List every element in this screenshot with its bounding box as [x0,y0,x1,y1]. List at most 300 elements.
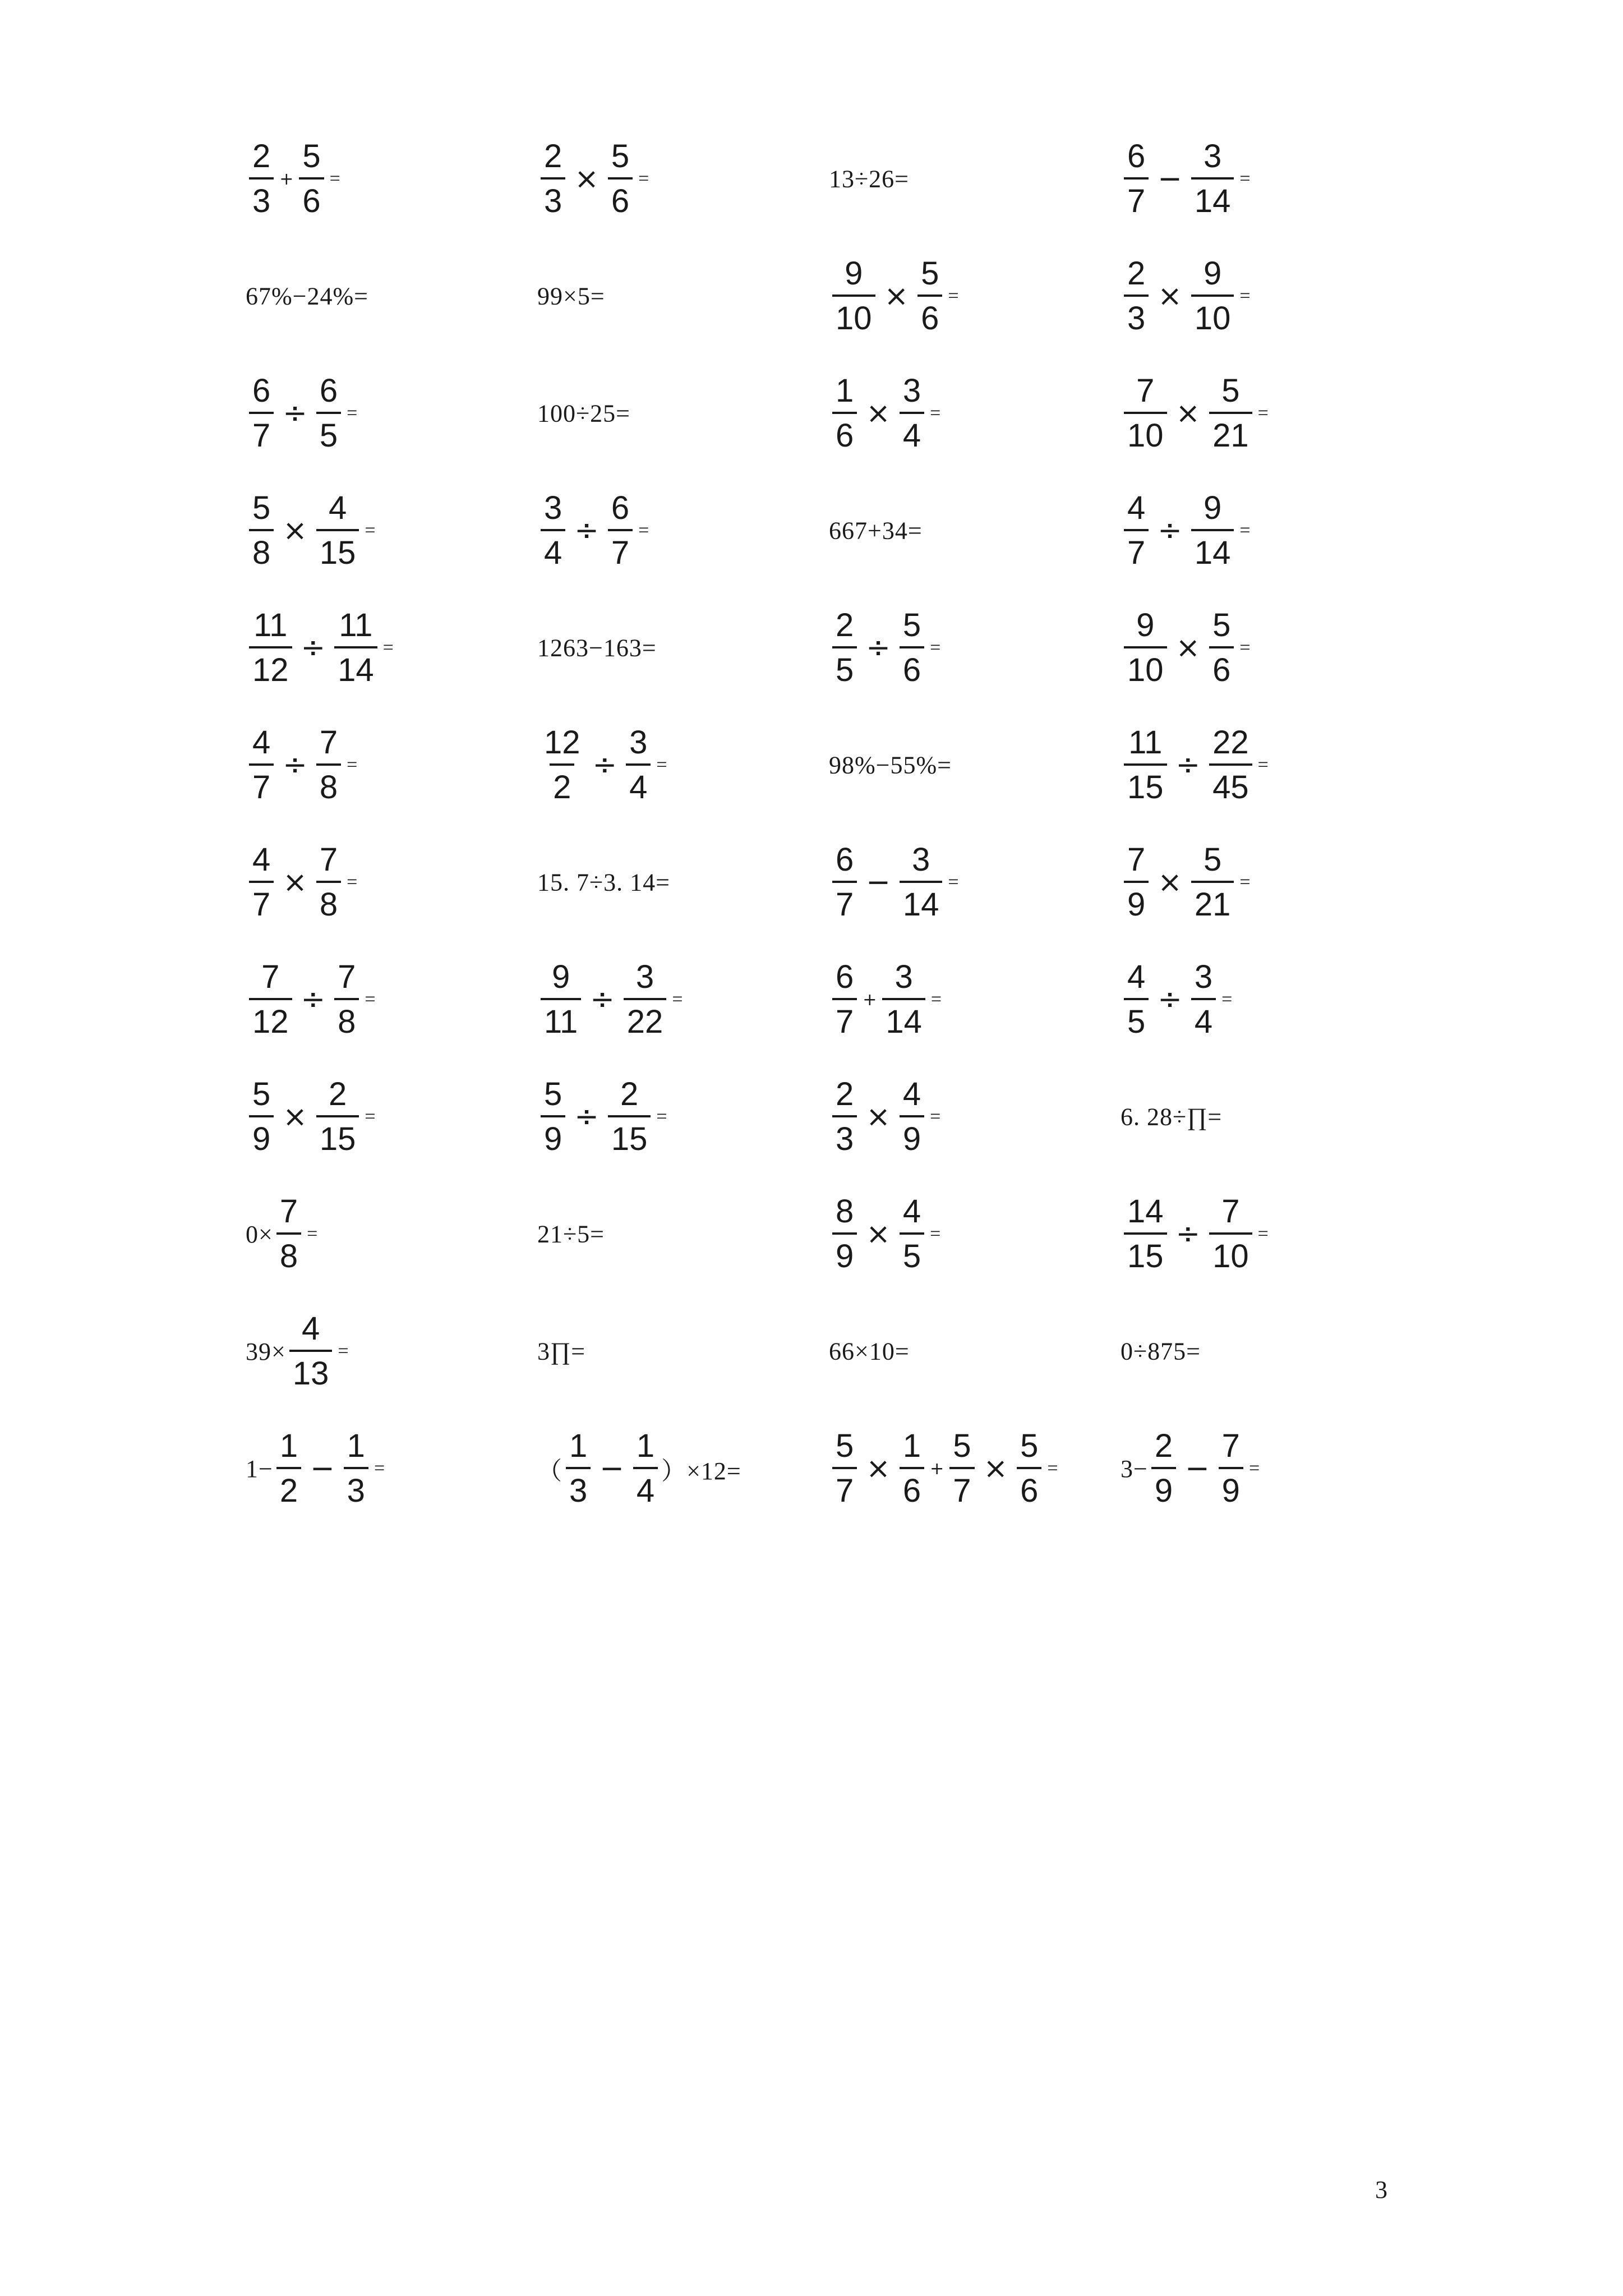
fraction-numerator: 14 [1127,1193,1164,1230]
fraction-numerator: 9 [1136,607,1155,643]
operator: ÷ [1158,983,1182,1016]
exercise-cell [1121,941,1412,1059]
fraction-denominator: 3 [344,1467,368,1507]
fraction [633,1430,658,1507]
exercise-cell [1121,355,1412,472]
operator: + [930,1458,944,1479]
fraction [626,726,651,804]
fraction-numerator: 6 [611,490,630,526]
fraction [1124,372,1167,454]
fraction-denominator: 9 [1151,1467,1176,1507]
fraction [900,1078,924,1156]
fraction-numerator: 11 [1128,724,1163,761]
fraction-numerator: 7 [319,841,338,878]
fraction-numerator: 9 [1203,490,1222,526]
fraction-numerator: 12 [544,724,580,761]
equals-sign: = [347,872,358,892]
fraction-denominator: 8 [316,763,341,804]
exercise-cell [537,1176,829,1293]
operator: ÷ [301,631,326,665]
fraction-numerator: 4 [252,724,271,761]
equals-sign: = [1239,637,1251,658]
fraction-numerator: 7 [319,724,338,761]
exercise-cell [829,472,1121,590]
fraction-numerator: 5 [611,138,630,174]
fraction-denominator: 3 [832,1115,857,1156]
exercise-expression [537,1220,605,1249]
equals-sign: = [930,989,942,1010]
fraction [249,492,274,569]
fraction-numerator: 5 [836,1428,854,1464]
exercise-expression [1121,1430,1260,1507]
fraction-denominator: 10 [1209,1232,1252,1273]
fraction [249,140,274,218]
fraction-numerator: 7 [1136,372,1155,409]
exercise-expression [1121,257,1251,335]
fraction-denominator: 45 [1209,763,1252,804]
exercise-cell [1121,1059,1412,1176]
exercise-cell [537,824,829,941]
expression-text: （ [537,1457,562,1485]
fraction-numerator: 1 [569,1428,588,1464]
fraction-denominator: 2 [550,763,574,804]
fraction-denominator: 14 [900,881,943,921]
fraction-denominator: 3 [1124,295,1149,335]
expression-text: 1263−163= [537,634,657,662]
exercise-cell [1121,1293,1412,1410]
operator: × [866,1100,891,1134]
fraction-numerator: 7 [1221,1428,1240,1464]
operator: ÷ [283,748,307,782]
exercise-cell [537,590,829,707]
exercise-cell [537,1293,829,1410]
fraction [276,1195,301,1273]
fraction [249,726,274,804]
fraction-numerator: 1 [279,1428,298,1464]
fraction-numerator: 3 [1203,138,1222,174]
operator: ÷ [574,514,599,547]
exercise-expression [246,726,357,804]
fraction-numerator: 1 [347,1428,365,1464]
fraction-denominator: 22 [624,998,667,1038]
operator: ÷ [1175,748,1201,782]
fraction-denominator: 7 [832,881,857,921]
fraction-denominator: 5 [1124,998,1149,1038]
exercise-expression [829,751,952,780]
fraction-numerator: 2 [836,607,854,643]
equals-sign: = [338,1341,349,1361]
fraction-denominator: 7 [249,763,274,804]
fraction [316,726,341,804]
equals-sign: = [656,1106,667,1127]
fraction-numerator: 5 [1212,607,1231,643]
equals-sign: = [329,168,340,189]
exercise-expression [829,841,959,923]
exercise-cell [829,1293,1121,1410]
equals-sign: = [1257,403,1269,424]
exercise-expression [829,1430,1058,1507]
expression-text: 667+34= [829,517,923,545]
fraction-numerator: 6 [836,959,854,995]
operator: × [1175,631,1201,665]
exercise-cell [1121,1410,1412,1527]
fraction-numerator: 7 [338,959,356,995]
fraction-numerator: 2 [252,138,271,174]
fraction [299,140,324,218]
fraction-denominator: 5 [316,412,341,452]
exercise-cell [829,355,1121,472]
operator: ÷ [283,397,307,430]
exercise-cell [1121,707,1412,824]
equals-sign: = [656,754,667,775]
fraction-denominator: 4 [541,529,565,569]
fraction-numerator: 3 [635,959,654,995]
fraction-denominator: 15 [316,529,359,569]
exercise-cell [1121,1176,1412,1293]
fraction [832,257,875,335]
equals-sign: = [382,637,394,658]
exercise-expression [1121,372,1269,454]
fraction [1191,257,1234,335]
fraction-numerator: 5 [953,1428,971,1464]
fraction-denominator: 10 [1124,412,1167,452]
fraction-numerator: 7 [1221,1193,1240,1230]
fraction-denominator: 21 [1191,881,1234,921]
expression-text: 21÷5= [537,1220,605,1248]
fraction [1209,726,1252,804]
equals-sign: = [1221,989,1233,1010]
fraction [1151,1430,1176,1507]
fraction [316,492,359,569]
operator: × [283,514,307,547]
exercise-cell [246,121,537,238]
exercise-expression [246,1430,385,1507]
exercise-cell [829,238,1121,355]
exercise-expression [829,1078,940,1156]
fraction [1124,609,1167,687]
exercise-expression [246,282,368,311]
equals-sign: = [374,1458,385,1479]
fraction-numerator: 5 [544,1076,562,1112]
fraction [1124,726,1167,804]
exercise-expression [246,372,358,454]
exercise-cell [246,824,537,941]
equals-sign: = [307,1223,318,1244]
fraction-numerator: 22 [1212,724,1249,761]
fraction-numerator: 7 [1127,841,1146,878]
fraction-numerator: 2 [1127,255,1146,292]
fraction-denominator: 9 [832,1232,857,1273]
fraction [1191,492,1234,569]
exercise-cell [246,238,537,355]
fraction-numerator: 3 [544,490,562,526]
fraction-denominator: 10 [1124,646,1167,687]
exercise-expression [537,1078,667,1156]
fraction [917,257,942,335]
fraction [334,961,359,1038]
exercise-expression [829,1337,910,1366]
fraction-denominator: 7 [608,529,633,569]
fraction [541,492,565,569]
fraction [249,1078,274,1156]
fraction-numerator: 3 [629,724,648,761]
fraction [624,961,667,1038]
fraction [1191,841,1234,923]
equals-sign: = [930,1106,941,1127]
exercise-expression [246,1078,376,1156]
fraction-denominator: 14 [1191,529,1234,569]
exercise-cell [246,472,537,590]
expression-text: 3− [1121,1455,1148,1483]
fraction [608,492,633,569]
operator: ÷ [574,1100,599,1134]
fraction-denominator: 6 [900,646,924,687]
equals-sign: = [948,286,959,306]
fraction-denominator: 3 [566,1467,591,1507]
fraction-denominator: 7 [249,412,274,452]
fraction-denominator: 8 [334,998,359,1038]
fraction [334,609,377,687]
fraction [1124,1195,1167,1273]
fraction-numerator: 4 [902,1193,921,1230]
expression-text: 66×10= [829,1337,910,1365]
equals-sign: = [638,168,649,189]
exercise-expression [829,257,959,335]
fraction [316,372,341,454]
fraction [900,1430,924,1507]
operator: ÷ [592,748,617,782]
exercise-cell [537,355,829,472]
fraction-numerator: 6 [1127,138,1146,174]
exercise-cell [246,1293,537,1410]
expression-text: 100÷25= [537,399,630,427]
operator: ÷ [1158,514,1182,547]
exercise-expression [246,961,376,1038]
equals-sign: = [1047,1458,1058,1479]
fraction [900,609,924,687]
equals-sign: = [672,989,683,1010]
fraction-numerator: 8 [836,1193,854,1230]
expression-text: 99×5= [537,282,605,310]
expression-text: 1− [246,1455,273,1483]
fraction-numerator: 2 [544,138,562,174]
operator: − [866,866,891,899]
fraction-numerator: 4 [252,841,271,878]
fraction-numerator: 9 [551,959,570,995]
exercise-expression [537,634,657,662]
equals-sign: = [1239,168,1251,189]
exercise-cell [829,121,1121,238]
equals-sign: = [930,403,941,424]
fraction [344,1430,368,1507]
exercise-expression [246,1195,317,1273]
fraction-denominator: 6 [1209,646,1234,687]
fraction [900,1195,924,1273]
fraction [1219,1430,1243,1507]
expression-text: 0× [246,1220,273,1248]
operator: × [1158,279,1182,313]
equals-sign: = [347,403,358,424]
exercise-expression [537,140,649,218]
exercise-cell [829,1059,1121,1176]
exercise-cell [246,1410,537,1527]
fraction [541,961,581,1038]
fraction [1124,841,1149,923]
operator: ÷ [866,631,891,665]
operator: + [863,990,877,1010]
fraction [289,1310,333,1392]
fraction [832,609,857,687]
exercise-cell [1121,472,1412,590]
fraction [316,841,341,923]
fraction [541,140,565,218]
fraction-numerator: 4 [1127,959,1146,995]
equals-sign: = [365,1106,376,1127]
equals-sign: = [347,754,358,775]
equals-sign: = [930,1223,941,1244]
fraction [1209,1195,1252,1273]
operator: × [866,397,891,430]
fraction [900,372,924,454]
fraction-numerator: 5 [302,138,321,174]
fraction-numerator: 5 [252,490,271,526]
fraction [608,140,633,218]
fraction-denominator: 6 [900,1467,924,1507]
exercise-cell [246,1059,537,1176]
fraction-numerator: 9 [845,255,863,292]
equals-sign: = [1239,286,1251,306]
operator: × [574,162,599,196]
fraction-denominator: 5 [832,646,857,687]
fraction-denominator: 21 [1209,412,1252,452]
fraction-numerator: 9 [1203,255,1222,292]
exercise-cell [537,941,829,1059]
fraction-denominator: 13 [289,1350,333,1390]
operator: × [283,1100,307,1134]
fraction [316,1078,359,1156]
exercise-expression [246,1310,349,1392]
fraction-numerator: 3 [1194,959,1213,995]
fraction-denominator: 15 [1124,1232,1167,1273]
fraction [249,372,274,454]
fraction [249,961,292,1038]
fraction-denominator: 15 [1124,763,1167,804]
fraction-denominator: 15 [316,1115,359,1156]
exercise-expression [537,726,667,804]
equals-sign: = [365,520,376,541]
exercise-expression [537,1430,741,1507]
equals-sign: = [1248,1458,1260,1479]
equals-sign: = [1239,872,1251,892]
exercise-cell [246,590,537,707]
fraction [832,372,857,454]
fraction [832,1195,857,1273]
fraction-denominator: 2 [276,1467,301,1507]
exercise-expression [829,609,940,687]
equals-sign: = [948,872,959,892]
fraction-denominator: 12 [249,646,292,687]
exercise-expression [246,492,376,569]
exercise-expression [829,961,942,1038]
fraction-denominator: 7 [249,881,274,921]
fraction-denominator: 6 [832,412,857,452]
equals-sign: = [1239,520,1251,541]
fraction-denominator: 7 [1124,177,1149,218]
fraction-denominator: 10 [832,295,875,335]
exercise-expression [1121,841,1251,923]
fraction-numerator: 11 [253,607,288,643]
operator: ÷ [1175,1217,1201,1251]
fraction [566,1430,591,1507]
fraction [1124,140,1149,218]
operator: × [1175,397,1201,430]
fraction [1124,257,1149,335]
fraction-numerator: 3 [902,372,921,409]
equals-sign: = [1257,1223,1269,1244]
fraction [1124,492,1149,569]
fraction-denominator: 15 [608,1115,651,1156]
fraction-numerator: 4 [328,490,347,526]
fraction [1191,140,1234,218]
fraction-denominator: 7 [832,1467,857,1507]
fraction-numerator: 4 [902,1076,921,1112]
fraction [832,1430,857,1507]
equals-sign: = [1257,754,1269,775]
exercise-expression [1121,609,1251,687]
exercise-cell [537,1410,829,1527]
fraction-denominator: 4 [633,1467,658,1507]
exercise-grid [246,121,1412,1527]
expression-text: 67%−24%= [246,282,368,310]
fraction-denominator: 9 [1124,881,1149,921]
fraction-numerator: 7 [279,1193,298,1230]
fraction [249,841,274,923]
operator: × [983,1452,1008,1485]
fraction-denominator: 5 [900,1232,924,1273]
exercise-expression [829,165,909,194]
operator: − [600,1452,624,1485]
fraction-denominator: 9 [249,1115,274,1156]
exercise-cell [246,941,537,1059]
exercise-cell [829,707,1121,824]
fraction-denominator: 6 [917,295,942,335]
fraction [1191,961,1216,1038]
exercise-expression [829,372,941,454]
exercise-expression [537,868,670,897]
expression-text: 13÷26= [829,165,909,193]
operator: ÷ [590,983,615,1016]
fraction-numerator: 2 [620,1076,639,1112]
fraction-denominator: 6 [299,177,324,218]
fraction-numerator: 1 [836,372,854,409]
fraction-numerator: 4 [1127,490,1146,526]
fraction [541,726,584,804]
exercise-expression [1121,1195,1269,1273]
operator: ÷ [301,983,326,1016]
exercise-expression [1121,492,1251,569]
fraction-numerator: 1 [902,1428,921,1464]
exercise-expression [246,841,358,923]
exercise-expression [537,961,683,1038]
fraction-denominator: 7 [949,1467,974,1507]
fraction [249,609,292,687]
exercise-cell [829,1410,1121,1527]
fraction-numerator: 5 [252,1076,271,1112]
fraction [949,1430,974,1507]
fraction-numerator: 6 [836,841,854,878]
fraction-denominator: 4 [626,763,651,804]
expression-text: 98%−55%= [829,751,952,779]
